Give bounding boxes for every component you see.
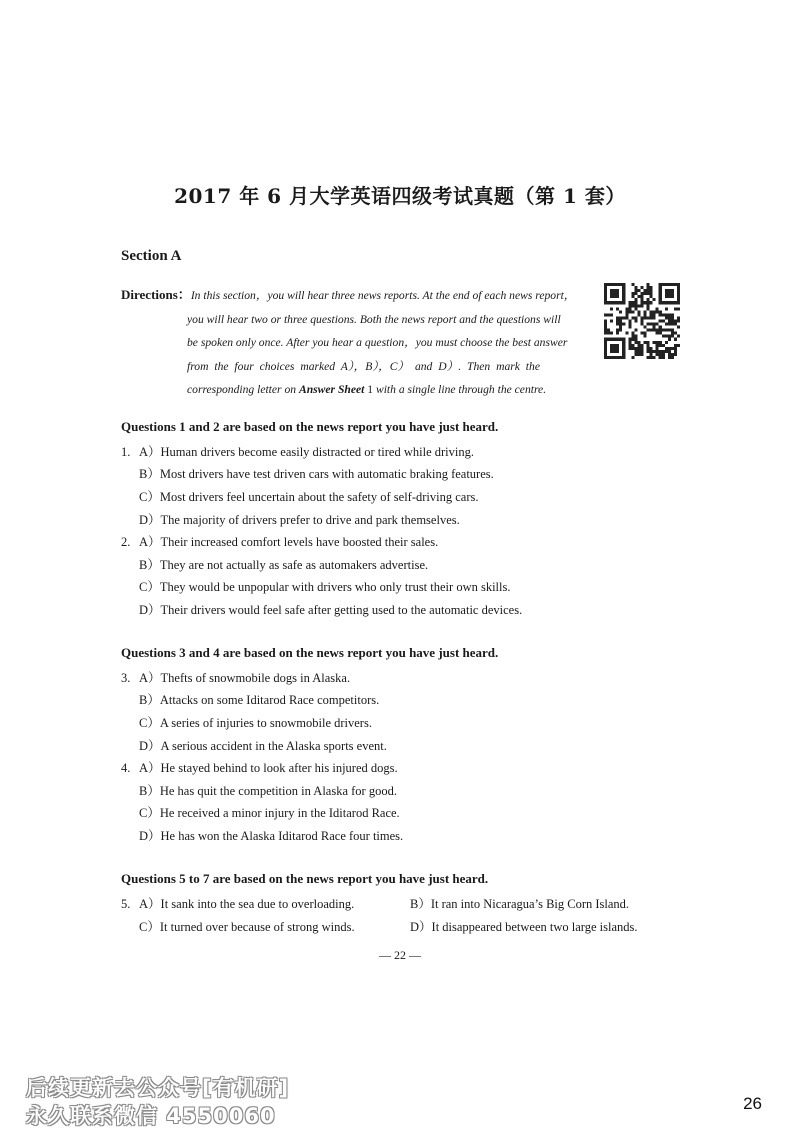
question-group-heading: Questions 3 and 4 are based on the news report you have just heard. [121,645,499,660]
question-option: B）They are not actually as safe as automakers advertise. [139,558,429,572]
question-option: B）He has quit the competition in Alaska for good. [139,784,397,798]
question-option: C）A series of injuries to snowmobile drivers. [139,716,372,730]
answer-sheet-label: Answer Sheet [298,383,365,397]
directions-line-4: from the four choices marked A），B），C） and D）. Then mark the [187,359,540,373]
question-option: B）It ran into Nicaragua’s Big Corn Island. [410,897,630,911]
question-option: B）Most drivers have test driven cars with automatic braking features. [139,467,494,481]
directions-label: Directions： [121,287,191,302]
section-heading: Section A [121,248,182,264]
question-group-heading: Questions 1 and 2 are based on the news report you have just heard. [121,419,499,434]
question-option: 3. A）Thefts of snowmobile dogs in Alaska. [121,671,351,685]
directions-line-2: you will hear two or three questions. Both the news report and the questions will [187,312,561,326]
watermark-line-2: 永久联系微信 4550060 [26,1104,276,1128]
question-number: 3. [121,671,131,685]
question-group-heading: Questions 5 to 7 are based on the news report you have just heard. [121,871,489,886]
corner-page-number: 26 [743,1094,762,1113]
question-option: D）He has won the Alaska Iditarod Race four times. [139,829,404,843]
question-option: C）Most drivers feel uncertain about the safety of self-driving cars. [139,490,479,504]
qr-code-icon [604,283,680,359]
question-number: 2. [121,535,131,549]
question-number: 5. [121,897,131,911]
question-option: 4. A）He stayed behind to look after his injured dogs. [121,761,398,775]
question-option: D）A serious accident in the Alaska sports event. [139,739,387,753]
question-option: C）He received a minor injury in the Iditarod Race. [139,806,400,820]
directions-line-3: be spoken only once. After you hear a question，you must choose the best answer [187,336,568,350]
question-option: C）It turned over because of strong winds. [139,920,355,934]
question-option: B）Attacks on some Iditarod Race competitors. [139,693,380,707]
question-number: 4. [121,761,131,775]
question-option: 2. A）Their increased comfort levels have boosted their sales. [121,535,439,549]
directions-line-5: corresponding letter on Answer Sheet 1 with a single line through the centre. [187,383,547,397]
question-option: C）They would be unpopular with drivers who only trust their own skills. [139,580,511,594]
page-title: 2017 年 6 月大学英语四级考试真题（第 1 套） [174,184,626,208]
question-number: 1. [121,445,131,459]
question-option: D）The majority of drivers prefer to drive and park themselves. [139,513,460,527]
watermark-line-1: 后续更新去公众号[有机研] [26,1076,290,1100]
question-option: 1. A）Human drivers become easily distracted or tired while driving. [121,445,474,459]
directions-block [121,283,596,402]
page-number: — 22 — [379,948,421,962]
question-option: 5. A）It sank into the sea due to overloading. [121,897,355,911]
question-option: D）It disappeared between two large islands. [410,920,638,934]
question-option: D）Their drivers would feel safe after getting used to the automatic devices. [139,603,523,617]
directions-line-1: Directions：In this section，you will hear three news reports. At the end of each news report， [121,287,576,302]
